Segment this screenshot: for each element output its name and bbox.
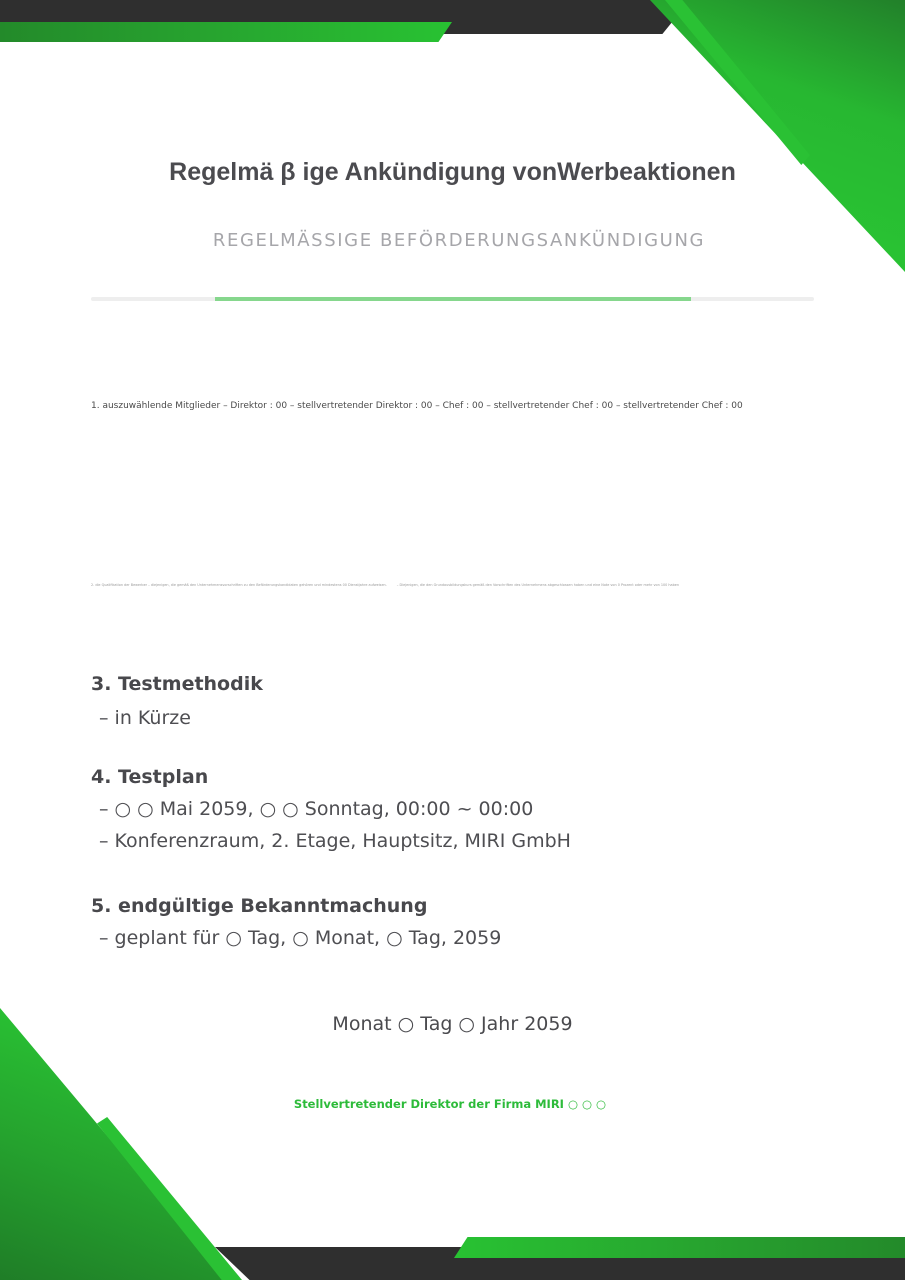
document-subtitle: REGELMÄSSIGE BEFÖRDERUNGSANKÜNDIGUNG <box>212 230 706 251</box>
date-line: Monat ○ Tag ○ Jahr 2059 <box>332 1013 573 1035</box>
section-2-part-2: – Diejenigen, die den Grundausbildungskurs gemäß den Vorschriften des Unternehmens abgeschlossen haben und eine Note von 0 Prozent oder mehr von 100 haben <box>396 583 680 587</box>
section-1-members: 1. auszuwählende Mitglieder – Direktor : 00 – stellvertretender Direktor : 00 – Chef : 00 – stellvertretender Chef : 00 – stellvertretender Chef : 00 <box>91 401 743 411</box>
signature-line: Stellvertretender Direktor der Firma MIRI ○ ○ ○ <box>293 1097 607 1111</box>
section-4-item-location: – Konferenzraum, 2. Etage, Hauptsitz, MIRI GmbH <box>99 830 571 852</box>
section-3-heading: 3. Testmethodik <box>91 673 263 695</box>
section-4-item-date: – ○ ○ Mai 2059, ○ ○ Sonntag, 00:00 ~ 00:00 <box>99 798 534 820</box>
document-title: Regelmä β ige Ankündigung vonWerbeaktionen <box>169 158 736 186</box>
section-2-qualification <box>91 583 679 587</box>
section-5-item: – geplant für ○ Tag, ○ Monat, ○ Tag, 2059 <box>99 927 502 949</box>
section-2-part-1: 2. die Qualifikation der Bewerber – diejenigen, die gemäß den Unternehmensvorschriften zu den Beförderungskandidaten gehören und mindestens 00 Dienstjahre aufweisen. <box>91 583 387 587</box>
top-green-bar <box>0 22 452 42</box>
section-4-heading: 4. Testplan <box>91 766 209 788</box>
bottom-green-bar <box>454 1237 905 1258</box>
section-3-item: – in Kürze <box>99 707 191 729</box>
section-5-heading: 5. endgültige Bekanntmachung <box>91 895 428 917</box>
divider-green <box>215 297 691 301</box>
